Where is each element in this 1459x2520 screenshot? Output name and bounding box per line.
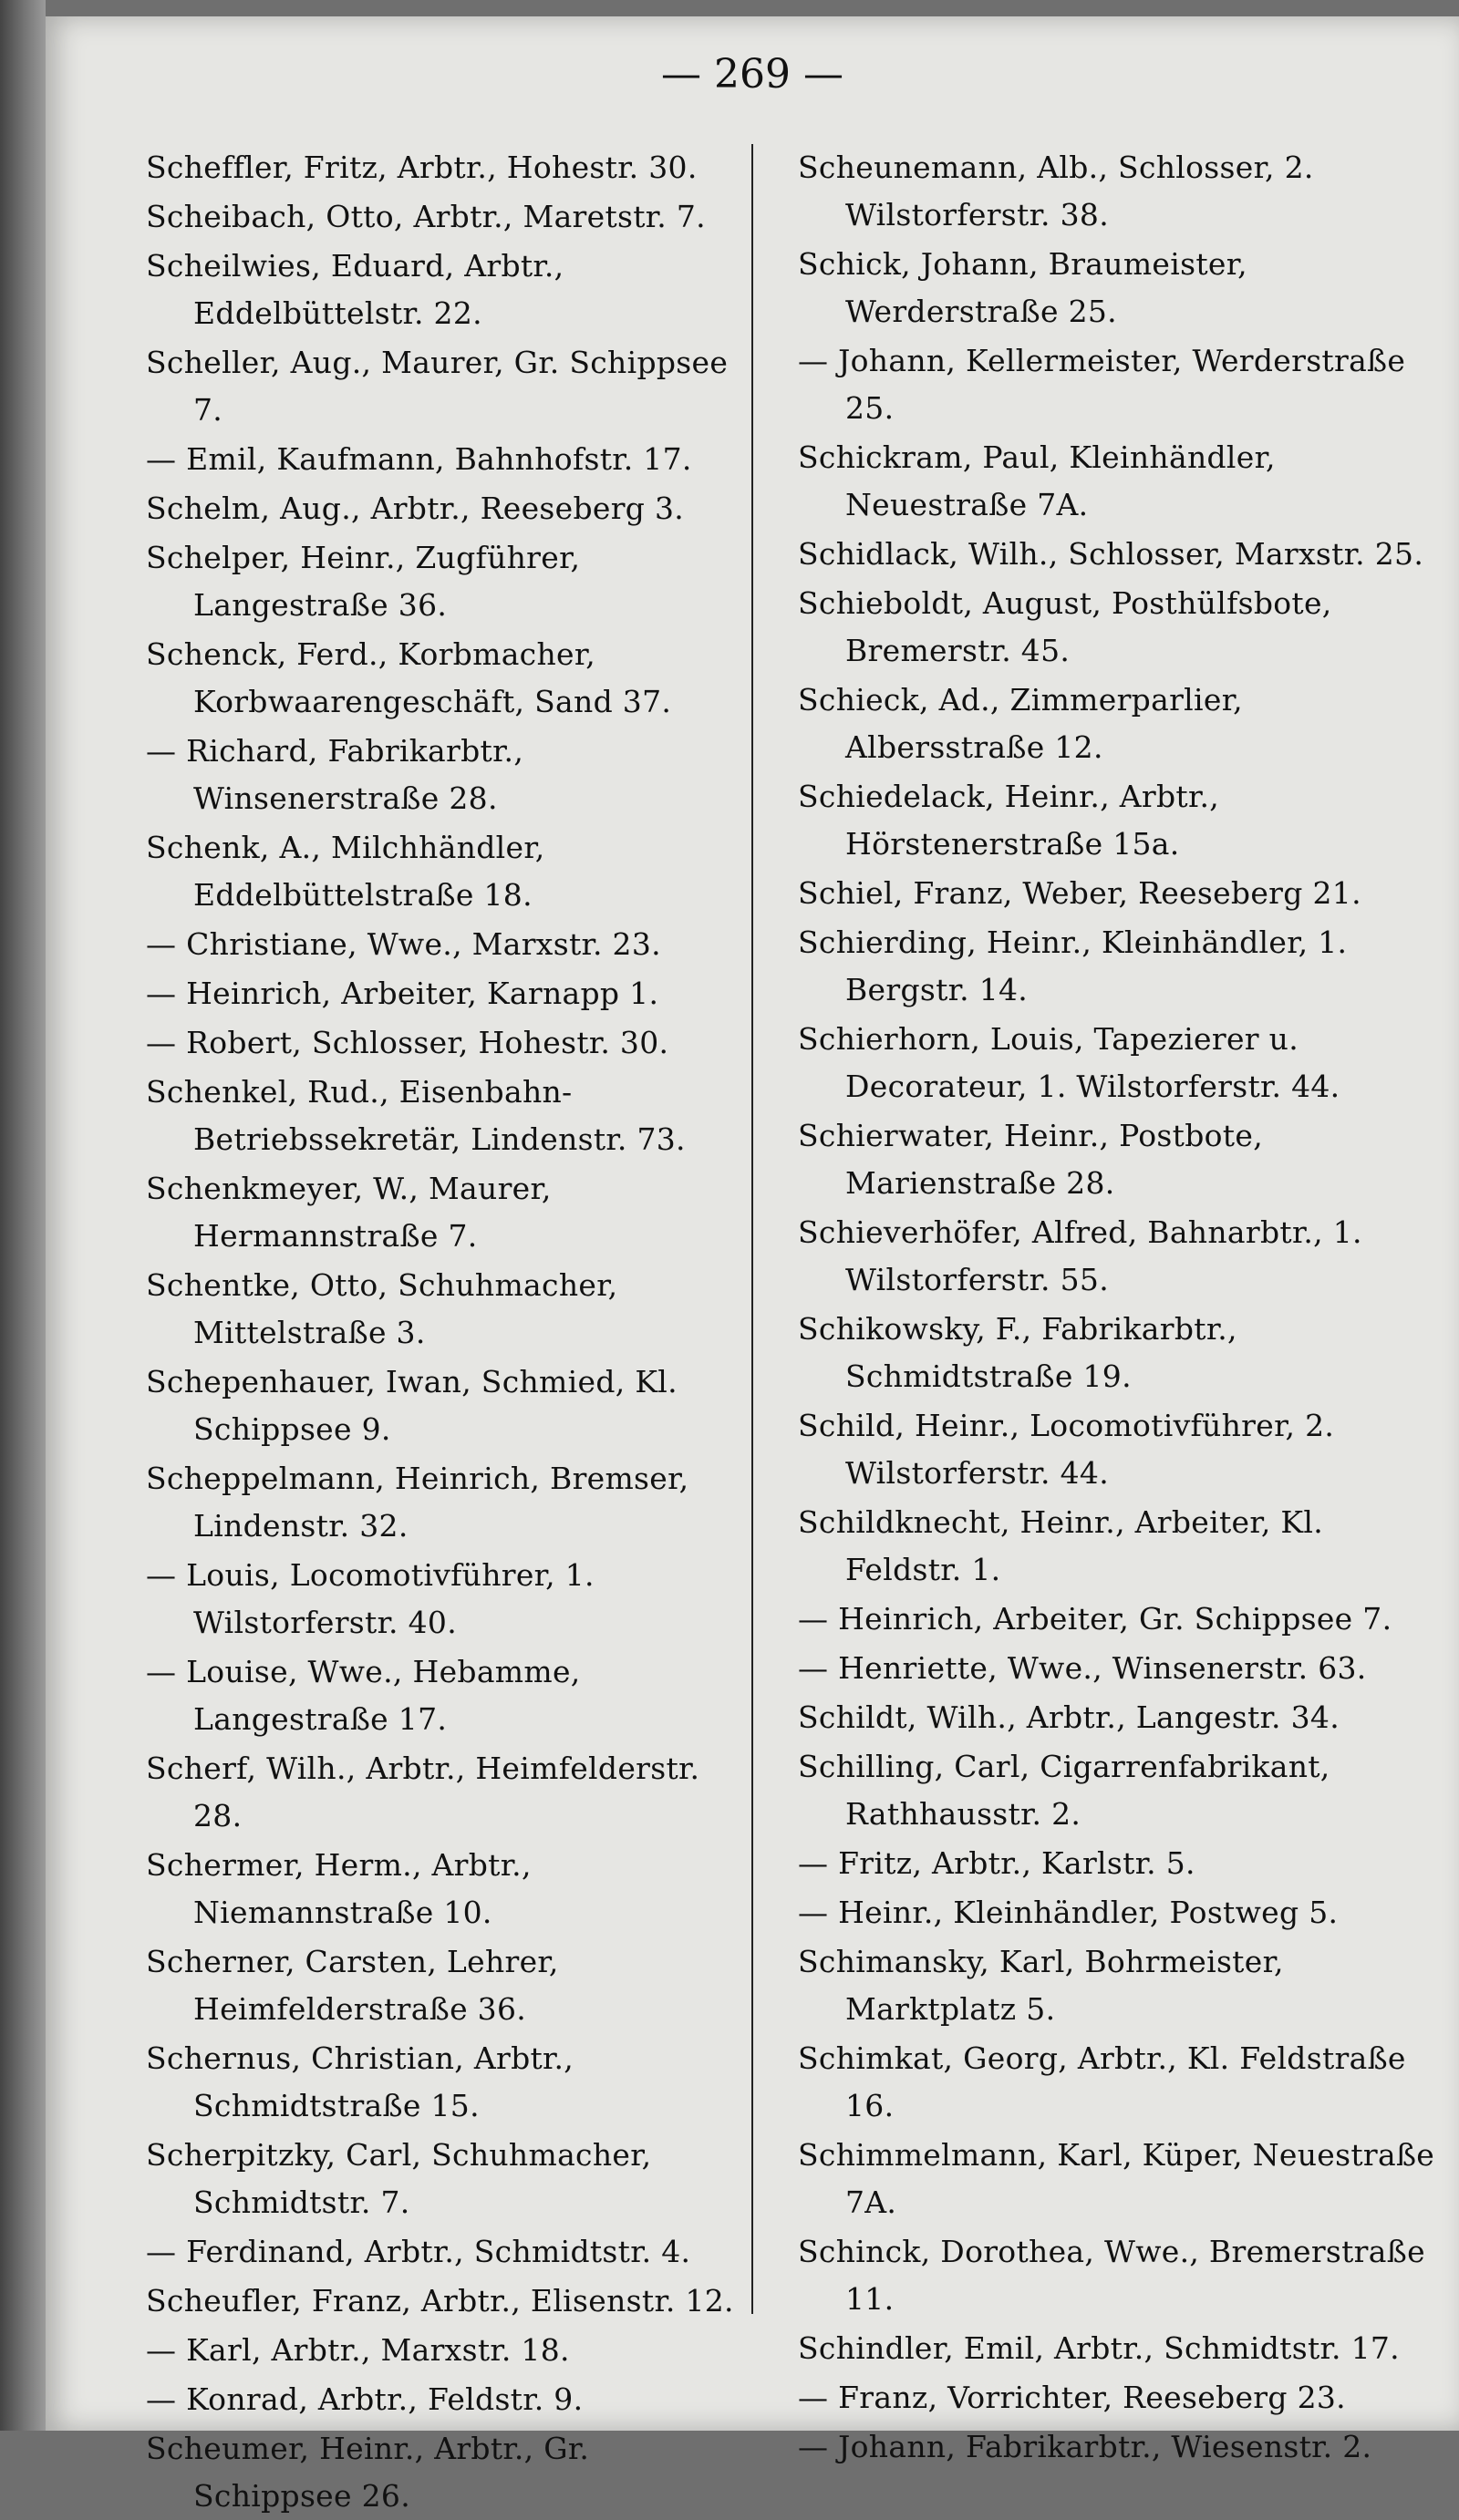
directory-entry: Schelm, Aug., Arbtr., Reeseberg 3. bbox=[146, 491, 685, 526]
directory-entry: Scheffler, Fritz, Arbtr., Hohestr. 30. bbox=[146, 150, 698, 185]
directory-entry: Schildknecht, Heinr., Arbeiter, Kl. Feldstr. 1. bbox=[798, 1504, 1323, 1587]
scan-left-edge bbox=[0, 0, 46, 2431]
directory-page bbox=[46, 16, 1459, 2514]
directory-entry: Schelper, Heinr., Zugführer, Langestraße 36. bbox=[146, 540, 581, 623]
directory-entry: Schepenhauer, Iwan, Schmied, Kl. Schippsee 9. bbox=[146, 1364, 678, 1447]
left-column bbox=[146, 144, 757, 2514]
directory-entry: Schieck, Ad., Zimmerparlier, Albersstraße 12. bbox=[798, 682, 1243, 765]
directory-entry: Scheller, Aug., Maurer, Gr. Schippsee 7. bbox=[146, 345, 729, 428]
directory-entry: — Johann, Fabrikarbtr., Wiesenstr. 2. bbox=[798, 2429, 1372, 2464]
directory-entry: — Fritz, Arbtr., Karlstr. 5. bbox=[798, 1845, 1195, 1881]
directory-entry: Scherner, Carsten, Lehrer, Heimfelderstraße 36. bbox=[146, 1944, 559, 2027]
right-column bbox=[798, 144, 1436, 2464]
directory-entry: — Henriette, Wwe., Winsenerstr. 63. bbox=[798, 1650, 1367, 1686]
directory-entry: Scheufler, Franz, Arbtr., Elisenstr. 12. bbox=[146, 2283, 734, 2319]
directory-entry: Schenk, A., Milchhändler, Eddelbüttelstraße 18. bbox=[146, 830, 545, 913]
directory-entry: — Heinrich, Arbeiter, Gr. Schippsee 7. bbox=[798, 1601, 1392, 1637]
directory-entry: Schick, Johann, Braumeister, Werderstraße 25. bbox=[798, 246, 1247, 329]
directory-entry: Schenkmeyer, W., Maurer, Hermannstraße 7. bbox=[146, 1171, 552, 1254]
directory-entry: — Richard, Fabrikarbtr., Winsenerstraße 28. bbox=[146, 733, 524, 816]
directory-entry: Scheibach, Otto, Arbtr., Maretstr. 7. bbox=[146, 199, 706, 234]
directory-entry: — Konrad, Arbtr., Feldstr. 9. bbox=[146, 2381, 584, 2417]
directory-entry: Schindler, Emil, Arbtr., Schmidtstr. 17. bbox=[798, 2330, 1400, 2366]
directory-entry: Schidlack, Wilh., Schlosser, Marxstr. 25. bbox=[798, 536, 1424, 572]
directory-entry: Scheunemann, Alb., Schlosser, 2. Wilstorferstr. 38. bbox=[798, 150, 1314, 232]
directory-entry: Schimmelmann, Karl, Küper, Neuestraße 7A. bbox=[798, 2137, 1435, 2220]
directory-entry: Schimansky, Karl, Bohrmeister, Marktplatz 5. bbox=[798, 1944, 1284, 2027]
directory-entry: Scherf, Wilh., Arbtr., Heimfelderstr. 28. bbox=[146, 1751, 700, 1833]
directory-entry: Schentke, Otto, Schuhmacher, Mittelstraße 3. bbox=[146, 1267, 618, 1350]
directory-entry: Schiedelack, Heinr., Arbtr., Hörstenerstraße 15a. bbox=[798, 779, 1220, 862]
directory-entry: — Franz, Vorrichter, Reeseberg 23. bbox=[798, 2380, 1346, 2415]
directory-entry: — Heinrich, Arbeiter, Karnapp 1. bbox=[146, 976, 659, 1011]
directory-entry: — Emil, Kaufmann, Bahnhofstr. 17. bbox=[146, 441, 692, 477]
directory-entry: Scheppelmann, Heinrich, Bremser, Lindenstr. 32. bbox=[146, 1461, 689, 1544]
directory-entry: Schierding, Heinr., Kleinhändler, 1. Bergstr. 14. bbox=[798, 924, 1348, 1007]
page-number: — 269 — bbox=[661, 51, 843, 98]
directory-entry: — Christiane, Wwe., Marxstr. 23. bbox=[146, 926, 661, 962]
directory-entry: — Louis, Locomotivführer, 1. Wilstorferstr. 40. bbox=[146, 1557, 595, 1640]
directory-entry: Scheilwies, Eduard, Arbtr., Eddelbüttelstr. 22. bbox=[146, 248, 564, 331]
directory-entry: — Robert, Schlosser, Hohestr. 30. bbox=[146, 1025, 669, 1060]
directory-entry: Schiel, Franz, Weber, Reeseberg 21. bbox=[798, 875, 1361, 911]
directory-entry: Schenkel, Rud., Eisenbahn-Betriebssekretär, Lindenstr. 73. bbox=[146, 1074, 686, 1157]
directory-entry: Schilling, Carl, Cigarrenfabrikant, Rathhausstr. 2. bbox=[798, 1749, 1330, 1832]
directory-entry: Schikowsky, F., Fabrikarbtr., Schmidtstraße 19. bbox=[798, 1311, 1237, 1394]
directory-entry: Scherpitzky, Carl, Schuhmacher, Schmidtstr. 7. bbox=[146, 2137, 652, 2220]
directory-entry: Schierwater, Heinr., Postbote, Marienstraße 28. bbox=[798, 1118, 1263, 1201]
directory-entry: Schieverhöfer, Alfred, Bahnarbtr., 1. Wilstorferstr. 55. bbox=[798, 1214, 1362, 1297]
directory-entry: Schierhorn, Louis, Tapezierer u. Decorateur, 1. Wilstorferstr. 44. bbox=[798, 1021, 1340, 1104]
directory-entry: Schermer, Herm., Arbtr., Niemannstraße 10. bbox=[146, 1847, 532, 1930]
directory-entry: Scheumer, Heinr., Arbtr., Gr. Schippsee 26. bbox=[146, 2431, 590, 2514]
directory-entry: — Karl, Arbtr., Marxstr. 18. bbox=[146, 2332, 570, 2368]
directory-entry: Schickram, Paul, Kleinhändler, Neuestraße 7A. bbox=[798, 439, 1276, 522]
directory-entry: — Ferdinand, Arbtr., Schmidtstr. 4. bbox=[146, 2234, 691, 2269]
directory-entry: Schinck, Dorothea, Wwe., Bremerstraße 11. bbox=[798, 2234, 1425, 2317]
directory-entry: Schernus, Christian, Arbtr., Schmidtstraße 15. bbox=[146, 2040, 574, 2123]
directory-entry: Schildt, Wilh., Arbtr., Langestr. 34. bbox=[798, 1699, 1340, 1735]
directory-entry: Schenck, Ferd., Korbmacher, Korbwaarengeschäft, Sand 37. bbox=[146, 636, 672, 719]
directory-entry: — Heinr., Kleinhändler, Postweg 5. bbox=[798, 1895, 1339, 1930]
directory-entry: — Louise, Wwe., Hebamme, Langestraße 17. bbox=[146, 1654, 581, 1737]
directory-entry: Schimkat, Georg, Arbtr., Kl. Feldstraße 16. bbox=[798, 2040, 1406, 2123]
directory-entry: Schieboldt, August, Posthülfsbote, Bremerstr. 45. bbox=[798, 585, 1332, 668]
directory-entry: — Johann, Kellermeister, Werderstraße 25. bbox=[798, 343, 1406, 426]
directory-entry: Schild, Heinr., Locomotivführer, 2. Wilstorferstr. 44. bbox=[798, 1408, 1335, 1491]
